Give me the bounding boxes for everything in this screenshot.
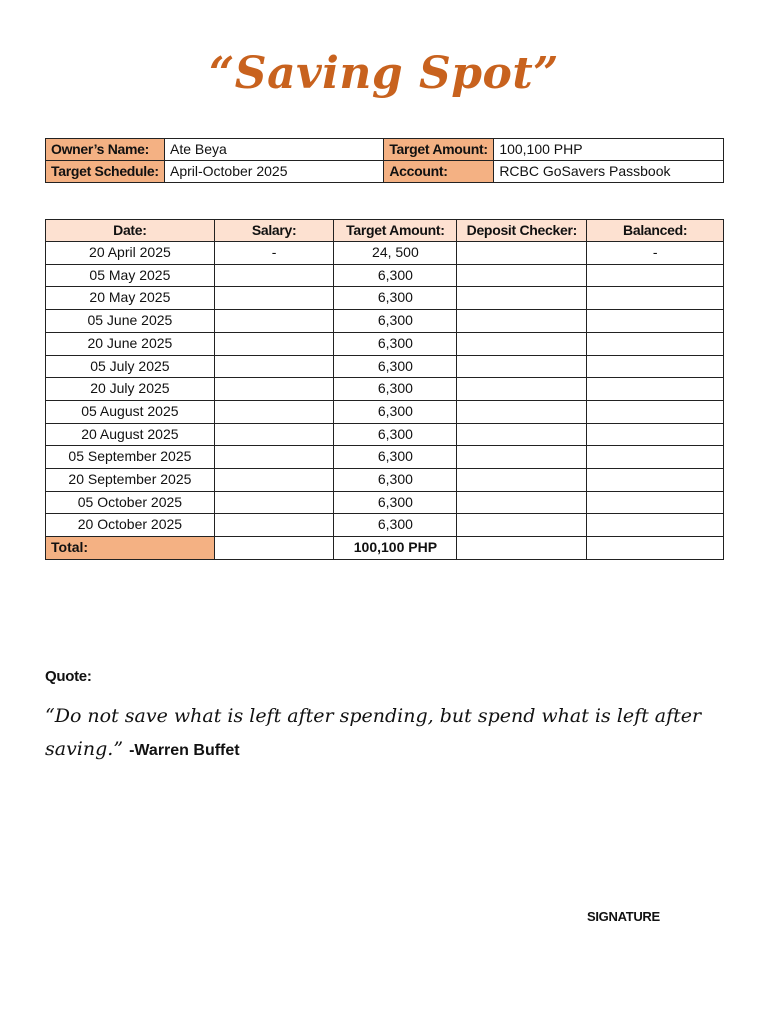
salary-cell bbox=[214, 469, 334, 492]
column-header-date: Date: bbox=[46, 220, 215, 242]
deposit-checker-cell bbox=[457, 310, 587, 333]
schedule-header-row bbox=[46, 220, 724, 242]
table-row bbox=[46, 423, 724, 446]
date-cell: 05 August 2025 bbox=[46, 400, 215, 423]
account-label: Account: bbox=[384, 161, 494, 183]
deposit-checker-cell bbox=[457, 491, 587, 514]
deposit-checker-cell bbox=[457, 514, 587, 537]
balanced-cell bbox=[587, 400, 724, 423]
total-balanced-cell bbox=[587, 537, 724, 560]
table-row bbox=[46, 264, 724, 287]
deposit-checker-cell bbox=[457, 242, 587, 265]
salary-cell bbox=[214, 400, 334, 423]
deposit-checker-cell bbox=[457, 378, 587, 401]
balanced-cell bbox=[587, 446, 724, 469]
date-cell: 20 May 2025 bbox=[46, 287, 215, 310]
owner-name-value: Ate Beya bbox=[164, 139, 383, 161]
balanced-cell bbox=[587, 423, 724, 446]
account-value: RCBC GoSavers Passbook bbox=[494, 161, 724, 183]
salary-cell bbox=[214, 310, 334, 333]
signature-label: SIGNATURE bbox=[587, 909, 660, 924]
salary-cell bbox=[214, 423, 334, 446]
target-amount-cell: 6,300 bbox=[334, 400, 457, 423]
deposit-checker-cell bbox=[457, 400, 587, 423]
target-amount-cell: 6,300 bbox=[334, 332, 457, 355]
date-cell: 20 September 2025 bbox=[46, 469, 215, 492]
total-row bbox=[46, 537, 724, 560]
owner-info-table bbox=[45, 138, 724, 183]
deposit-checker-cell bbox=[457, 332, 587, 355]
deposit-checker-cell bbox=[457, 287, 587, 310]
table-row bbox=[46, 378, 724, 401]
balanced-cell bbox=[587, 514, 724, 537]
info-row-owner bbox=[46, 139, 724, 161]
salary-cell: - bbox=[214, 242, 334, 265]
table-row bbox=[46, 514, 724, 537]
salary-cell bbox=[214, 378, 334, 401]
date-cell: 05 October 2025 bbox=[46, 491, 215, 514]
target-amount-cell: 24, 500 bbox=[334, 242, 457, 265]
date-cell: 05 May 2025 bbox=[46, 264, 215, 287]
quote-block bbox=[45, 700, 725, 767]
target-amount-cell: 6,300 bbox=[334, 514, 457, 537]
target-schedule-value: April-October 2025 bbox=[164, 161, 383, 183]
schedule-body bbox=[46, 242, 724, 537]
target-schedule-label: Target Schedule: bbox=[46, 161, 165, 183]
salary-cell bbox=[214, 332, 334, 355]
quote-author: -Warren Buffet bbox=[129, 742, 240, 759]
date-cell: 20 April 2025 bbox=[46, 242, 215, 265]
target-amount-cell: 6,300 bbox=[334, 355, 457, 378]
column-header-balanced: Balanced: bbox=[587, 220, 724, 242]
target-amount-cell: 6,300 bbox=[334, 469, 457, 492]
balanced-cell bbox=[587, 469, 724, 492]
target-amount-cell: 6,300 bbox=[334, 446, 457, 469]
total-salary-cell bbox=[214, 537, 334, 560]
deposit-checker-cell bbox=[457, 423, 587, 446]
table-row bbox=[46, 242, 724, 265]
target-amount-cell: 6,300 bbox=[334, 264, 457, 287]
target-amount-cell: 6,300 bbox=[334, 310, 457, 333]
table-row bbox=[46, 287, 724, 310]
balanced-cell: - bbox=[587, 242, 724, 265]
table-row bbox=[46, 446, 724, 469]
target-amount-value: 100,100 PHP bbox=[494, 139, 724, 161]
savings-schedule-table bbox=[45, 219, 724, 560]
table-row bbox=[46, 332, 724, 355]
balanced-cell bbox=[587, 355, 724, 378]
target-amount-cell: 6,300 bbox=[334, 491, 457, 514]
table-row bbox=[46, 355, 724, 378]
total-label: Total: bbox=[46, 537, 215, 560]
deposit-checker-cell bbox=[457, 446, 587, 469]
date-cell: 20 June 2025 bbox=[46, 332, 215, 355]
total-value: 100,100 PHP bbox=[334, 537, 457, 560]
table-row bbox=[46, 491, 724, 514]
salary-cell bbox=[214, 287, 334, 310]
salary-cell bbox=[214, 491, 334, 514]
salary-cell bbox=[214, 264, 334, 287]
table-row bbox=[46, 400, 724, 423]
salary-cell bbox=[214, 446, 334, 469]
balanced-cell bbox=[587, 378, 724, 401]
quote-label: Quote: bbox=[45, 668, 92, 685]
balanced-cell bbox=[587, 310, 724, 333]
deposit-checker-cell bbox=[457, 469, 587, 492]
table-row bbox=[46, 469, 724, 492]
date-cell: 20 October 2025 bbox=[46, 514, 215, 537]
date-cell: 20 July 2025 bbox=[46, 378, 215, 401]
quote-text: “Do not save what is left after spending, but spend what is left after saving.” bbox=[45, 705, 702, 760]
date-cell: 05 July 2025 bbox=[46, 355, 215, 378]
date-cell: 05 June 2025 bbox=[46, 310, 215, 333]
balanced-cell bbox=[587, 264, 724, 287]
date-cell: 05 September 2025 bbox=[46, 446, 215, 469]
page-title: “Saving Spot” bbox=[209, 48, 559, 99]
column-header-salary: Salary: bbox=[214, 220, 334, 242]
balanced-cell bbox=[587, 491, 724, 514]
salary-cell bbox=[214, 355, 334, 378]
target-amount-cell: 6,300 bbox=[334, 423, 457, 446]
total-checker-cell bbox=[457, 537, 587, 560]
column-header-target-amount: Target Amount: bbox=[334, 220, 457, 242]
target-amount-cell: 6,300 bbox=[334, 287, 457, 310]
date-cell: 20 August 2025 bbox=[46, 423, 215, 446]
deposit-checker-cell bbox=[457, 355, 587, 378]
table-row bbox=[46, 310, 724, 333]
balanced-cell bbox=[587, 287, 724, 310]
info-row-schedule bbox=[46, 161, 724, 183]
target-amount-cell: 6,300 bbox=[334, 378, 457, 401]
balanced-cell bbox=[587, 332, 724, 355]
column-header-deposit-checker: Deposit Checker: bbox=[457, 220, 587, 242]
deposit-checker-cell bbox=[457, 264, 587, 287]
owner-name-label: Owner’s Name: bbox=[46, 139, 165, 161]
target-amount-label: Target Amount: bbox=[384, 139, 494, 161]
salary-cell bbox=[214, 514, 334, 537]
